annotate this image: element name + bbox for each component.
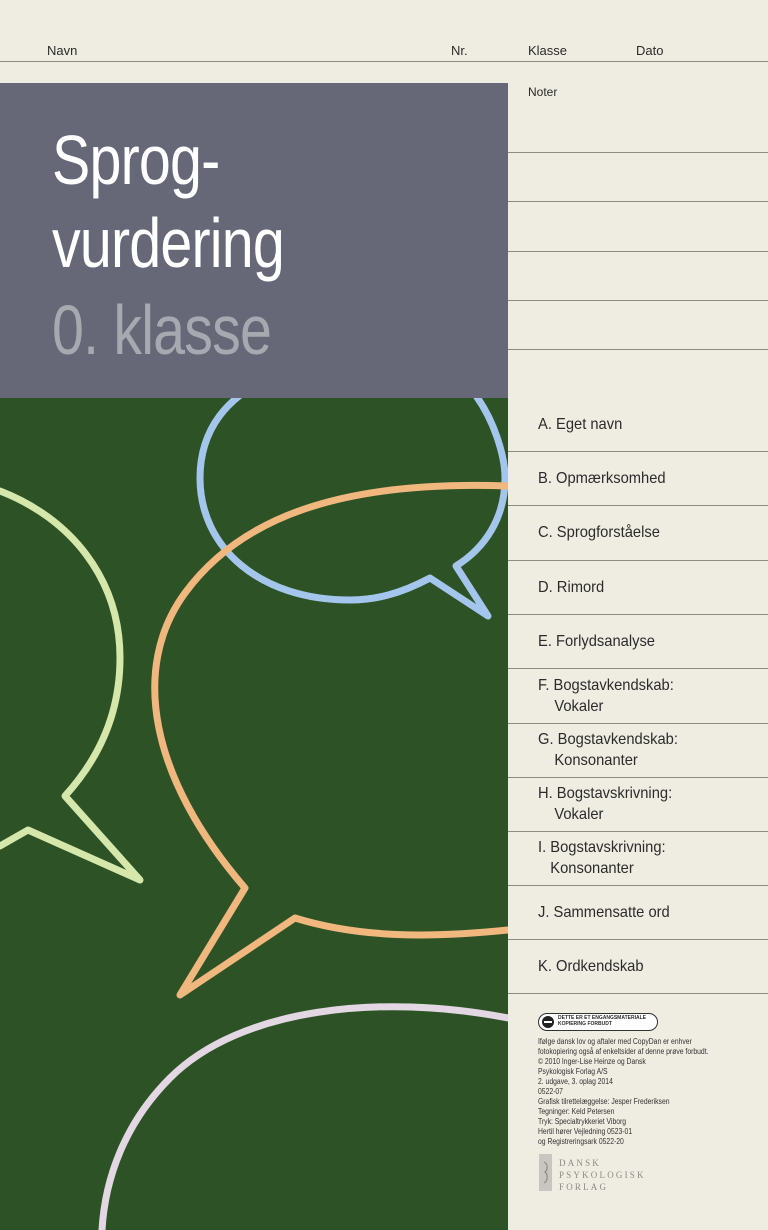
section-label: A. Eget navn [538,416,623,433]
section-divider [508,614,768,615]
publisher-line-3: FORLAG [559,1182,609,1192]
section-divider [508,505,768,506]
small-print-line: © 2010 Inger-Lise Heinze og Dansk [538,1057,646,1066]
header-dato: Dato [636,43,664,58]
section-label: C. Sprogforståelse [538,524,660,541]
copy-prohibited-notice [538,1013,658,1031]
section-label: B. Opmærksomhed [538,470,666,487]
section-divider [508,451,768,452]
note-line [508,300,768,301]
note-line [508,251,768,252]
publisher-line-1: DANSK [559,1158,602,1168]
section-divider [508,723,768,724]
title-line-3: 0. klasse [52,291,272,369]
publisher-line-2: PSYKOLOGISK [559,1170,646,1180]
orange-speech-bubble [155,485,508,995]
no-entry-icon [542,1016,554,1028]
section-label: I. Bogstavskrivning: Konsonanter [538,839,666,877]
header-klasse: Klasse [528,43,568,58]
section-divider [508,777,768,778]
small-print-line: 2. udgave, 3. oplag 2014 [538,1077,613,1086]
section-label: G. Bogstavkendskab: Konsonanter [538,731,678,769]
notice-line-1: DETTE ER ET ENGANGSMATERIALE [558,1015,646,1021]
section-label: E. Forlydsanalyse [538,633,655,650]
small-print-line: Tegninger: Keld Petersen [538,1107,615,1116]
section-label: D. Rimord [538,579,605,596]
section-divider [508,939,768,940]
title-line-1: Sprog- [52,121,220,199]
speech-bubbles-illustration [0,398,508,1230]
section-divider [508,560,768,561]
blue-speech-bubble [200,398,505,616]
title-panel [0,83,508,398]
section-label: J. Sammensatte ord [538,904,670,921]
small-print-line: Psykologisk Forlag A/S [538,1067,608,1076]
lightgreen-speech-bubble [0,491,140,880]
section-divider [508,831,768,832]
small-print-line: Tryk: Specialtrykkeriet Viborg [538,1117,627,1126]
note-line [508,201,768,202]
section-label: K. Ordkendskab [538,958,644,975]
note-line [508,152,768,153]
section-divider [508,993,768,994]
header-nr: Nr. [451,43,468,58]
small-print-line: og Registreringsark 0522-20 [538,1137,624,1146]
small-print [538,1037,734,1147]
small-print-line: fotokopiering også af enkeltsider af denne prøve forbudt. [538,1047,709,1056]
header-underline [0,61,768,62]
header-navn: Navn [47,43,78,58]
speech-bubbles-svg [0,398,508,1230]
section-divider [508,668,768,669]
section-label: H. Bogstavskrivning: Vokaler [538,785,673,823]
section-divider [508,885,768,886]
notes-label: Noter [528,85,558,99]
small-print-line: 0522-07 [538,1087,563,1096]
note-line [508,349,768,350]
lilac-speech-bubble [102,1007,508,1230]
small-print-line: Ifølge dansk lov og aftaler med CopyDan er enhver [538,1037,692,1046]
title-line-2: vurdering [52,204,284,282]
section-label: F. Bogstavkendskab: Vokaler [538,677,674,715]
notice-line-2: KOPIERING FORBUDT [558,1021,612,1027]
small-print-line: Hertil hører Vejledning 0523-01 [538,1127,633,1136]
publisher-mark-icon [539,1154,552,1191]
small-print-line: Grafisk tilrettelæggelse: Jesper Frederiksen [538,1097,670,1106]
